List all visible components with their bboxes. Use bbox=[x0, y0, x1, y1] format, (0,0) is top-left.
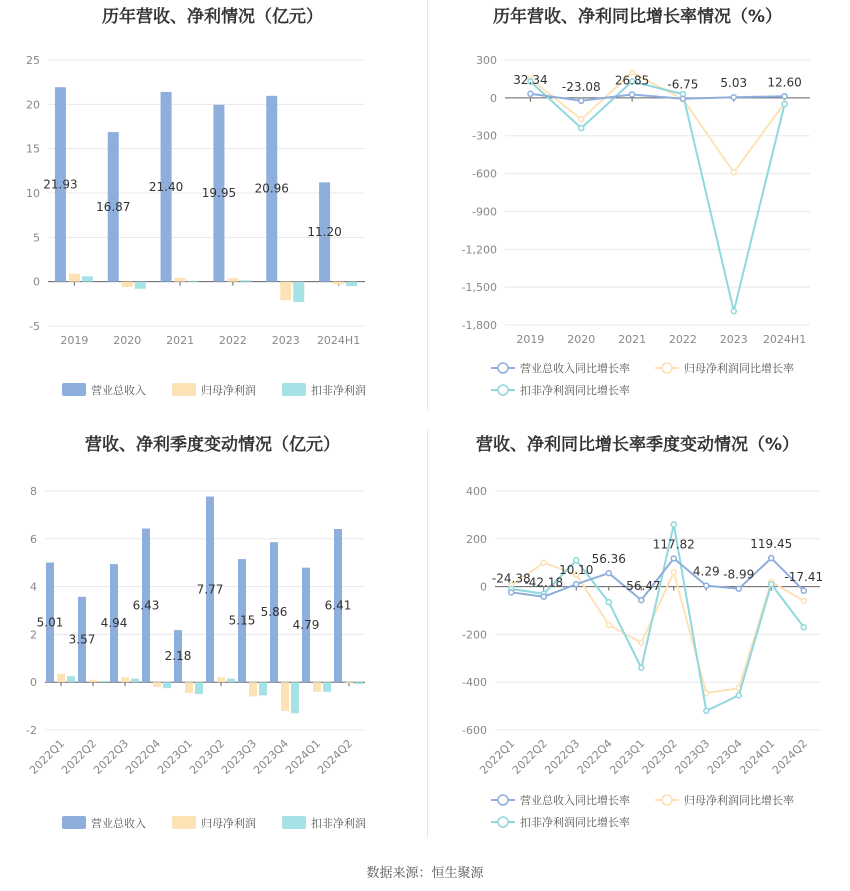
data-label: 5.01 bbox=[36, 615, 64, 630]
legend-marker bbox=[498, 795, 508, 805]
data-label: -24.38 bbox=[491, 571, 531, 586]
legend-label: 扣非净利润同比增长率 bbox=[520, 816, 630, 829]
data-label: -42.18 bbox=[524, 575, 564, 590]
y-tick-label: 0 bbox=[30, 676, 37, 690]
x-tick-label: 2024H1 bbox=[762, 333, 807, 346]
data-label: 6.41 bbox=[324, 598, 352, 613]
y-tick-label: 300 bbox=[476, 54, 497, 67]
x-tick-label: 2022Q1 bbox=[477, 736, 518, 777]
bar-归母净利润 bbox=[89, 680, 97, 682]
data-point bbox=[731, 309, 736, 314]
data-label: -6.75 bbox=[667, 77, 699, 92]
data-point bbox=[528, 91, 533, 96]
x-tick-label: 2022Q2 bbox=[59, 736, 100, 777]
x-tick-label: 2023Q4 bbox=[704, 736, 745, 777]
legend-swatch bbox=[282, 816, 306, 829]
bar-扣非净利润 bbox=[259, 682, 267, 695]
bar-归母净利润 bbox=[280, 282, 291, 301]
legend-label: 扣非净利润 bbox=[311, 817, 366, 830]
data-label: 4.94 bbox=[100, 616, 128, 631]
data-point bbox=[639, 598, 644, 603]
y-tick-label: -2 bbox=[26, 724, 37, 737]
data-label: 6.43 bbox=[132, 598, 160, 613]
y-tick-label: 0 bbox=[33, 275, 40, 289]
data-label: 32.34 bbox=[513, 72, 548, 87]
x-tick-label: 2022Q1 bbox=[27, 736, 68, 777]
y-tick-label: -1,500 bbox=[461, 281, 497, 295]
divider bbox=[427, 0, 428, 410]
series-line-营业总收入同比增长率 bbox=[530, 94, 784, 101]
legend-label: 营业总收入同比增长率 bbox=[520, 794, 630, 807]
data-point bbox=[680, 96, 685, 101]
legend-label: 营业总收入同比增长率 bbox=[520, 362, 630, 375]
y-tick-label: 20 bbox=[26, 98, 40, 112]
annual-bar-chart bbox=[0, 0, 425, 410]
x-tick-label: 2024Q1 bbox=[283, 736, 324, 777]
annual-line-chart bbox=[425, 0, 850, 410]
data-label: 12.60 bbox=[767, 75, 802, 90]
bar-归母净利润 bbox=[345, 682, 353, 683]
x-tick-label: 2023 bbox=[271, 334, 300, 347]
bar-归母净利润 bbox=[121, 677, 129, 682]
y-tick-label: 25 bbox=[26, 54, 40, 67]
data-point bbox=[606, 571, 611, 576]
data-point bbox=[639, 640, 644, 645]
y-tick-label: 6 bbox=[30, 532, 37, 546]
bar-扣非净利润 bbox=[346, 282, 357, 286]
legend-marker bbox=[662, 363, 672, 373]
data-label: -23.08 bbox=[561, 79, 601, 94]
data-label: 56.36 bbox=[591, 552, 626, 567]
x-tick-label: 2022Q4 bbox=[574, 736, 615, 777]
data-point bbox=[769, 582, 774, 587]
bar-扣非净利润 bbox=[240, 280, 251, 281]
data-label: 117.82 bbox=[652, 537, 695, 552]
x-tick-label: 2022Q3 bbox=[542, 736, 583, 777]
data-point bbox=[671, 556, 676, 561]
legend-label: 营业总收入 bbox=[91, 817, 146, 830]
bar-归母净利润 bbox=[57, 674, 65, 682]
data-point bbox=[704, 690, 709, 695]
y-tick-label: -1,200 bbox=[461, 243, 497, 257]
data-label: 19.95 bbox=[201, 186, 237, 201]
x-tick-label: 2021 bbox=[618, 333, 647, 346]
data-point bbox=[541, 560, 546, 565]
x-tick-label: 2022Q2 bbox=[509, 736, 550, 777]
x-tick-label: 2023 bbox=[719, 333, 748, 346]
data-label: 10.10 bbox=[559, 563, 594, 578]
y-tick-label: 400 bbox=[466, 485, 487, 498]
bar-扣非净利润 bbox=[67, 676, 75, 682]
bar-扣非净利润 bbox=[195, 682, 203, 694]
data-point bbox=[704, 583, 709, 588]
data-point bbox=[541, 594, 546, 599]
annual-growth-panel bbox=[425, 0, 850, 410]
chart-title: 历年营收、净利同比增长率情况（%） bbox=[492, 7, 783, 27]
x-tick-label: 2019 bbox=[516, 333, 545, 346]
data-point bbox=[579, 117, 584, 122]
x-tick-label: 2022Q3 bbox=[91, 736, 132, 777]
data-label: 5.03 bbox=[720, 76, 748, 91]
data-label: -17.41 bbox=[784, 569, 824, 584]
bar-扣非净利润 bbox=[293, 282, 304, 302]
bar-扣非净利润 bbox=[135, 282, 146, 289]
x-tick-label: 2020 bbox=[567, 333, 596, 346]
data-point bbox=[736, 693, 741, 698]
quarterly-bar-chart bbox=[0, 428, 425, 848]
data-label: 5.86 bbox=[260, 605, 288, 620]
chart-title: 营收、净利同比增长率季度变动情况（%） bbox=[475, 435, 800, 455]
data-label: 21.40 bbox=[148, 179, 184, 194]
data-label: 4.29 bbox=[692, 564, 720, 579]
legend-label: 扣非净利润同比增长率 bbox=[520, 384, 630, 397]
bar-扣非净利润 bbox=[131, 679, 139, 683]
bar-归母净利润 bbox=[333, 282, 344, 285]
x-tick-label: 2022 bbox=[668, 333, 697, 346]
y-tick-label: -1,800 bbox=[461, 319, 497, 332]
data-label: 3.57 bbox=[68, 632, 96, 647]
data-label: 2.18 bbox=[164, 649, 192, 664]
data-point bbox=[574, 558, 579, 563]
x-tick-label: 2023Q1 bbox=[607, 736, 648, 777]
y-tick-label: 200 bbox=[466, 532, 487, 546]
y-tick-label: 0 bbox=[480, 580, 487, 594]
legend-marker bbox=[498, 363, 508, 373]
data-label: 5.15 bbox=[228, 613, 256, 628]
quarterly-line-chart bbox=[425, 428, 850, 848]
data-point bbox=[736, 586, 741, 591]
bar-扣非净利润 bbox=[188, 281, 199, 282]
data-point bbox=[630, 92, 635, 97]
chart-title: 营收、净利季度变动情况（亿元） bbox=[85, 435, 340, 455]
data-label: 21.93 bbox=[43, 177, 78, 192]
data-point bbox=[704, 708, 709, 713]
quarterly-revenue-profit-panel bbox=[0, 428, 425, 848]
legend-label: 归母净利润同比增长率 bbox=[684, 794, 794, 807]
x-tick-label: 2022 bbox=[218, 334, 247, 347]
bar-归母净利润 bbox=[281, 682, 289, 711]
data-label: 4.79 bbox=[292, 617, 320, 632]
legend-label: 扣非净利润 bbox=[311, 384, 366, 397]
bar-归母净利润 bbox=[217, 677, 225, 682]
bar-扣非净利润 bbox=[227, 679, 235, 683]
divider bbox=[427, 430, 428, 838]
y-tick-label: -400 bbox=[462, 676, 487, 690]
data-point bbox=[769, 556, 774, 561]
chart-title: 历年营收、净利情况（亿元） bbox=[102, 7, 323, 27]
y-tick-label: 10 bbox=[26, 187, 40, 200]
bar-扣非净利润 bbox=[291, 682, 299, 713]
data-point bbox=[509, 590, 514, 595]
bar-归母净利润 bbox=[153, 682, 161, 687]
data-label: 7.77 bbox=[196, 582, 224, 597]
data-point bbox=[731, 95, 736, 100]
data-point bbox=[606, 600, 611, 605]
legend-swatch bbox=[172, 383, 196, 396]
y-tick-label: -900 bbox=[472, 205, 497, 219]
data-label: -56.47 bbox=[621, 579, 661, 594]
bar-扣非净利润 bbox=[323, 682, 331, 692]
x-tick-label: 2024H1 bbox=[316, 334, 361, 347]
data-source: 数据来源：恒生聚源 bbox=[366, 866, 484, 881]
bar-归母净利润 bbox=[175, 278, 186, 282]
data-point bbox=[801, 588, 806, 593]
y-tick-label: 5 bbox=[33, 231, 40, 245]
y-tick-label: 0 bbox=[490, 91, 497, 105]
bar-归母净利润 bbox=[249, 682, 257, 696]
x-tick-label: 2023Q4 bbox=[251, 736, 292, 777]
data-point bbox=[782, 94, 787, 99]
legend-label: 营业总收入 bbox=[91, 384, 146, 397]
data-label: 20.96 bbox=[254, 181, 289, 196]
bar-扣非净利润 bbox=[99, 681, 107, 682]
bar-扣非净利润 bbox=[82, 276, 93, 281]
bar-扣非净利润 bbox=[355, 682, 363, 684]
y-tick-label: 2 bbox=[30, 628, 37, 642]
bar-归母净利润 bbox=[227, 278, 238, 282]
y-tick-label: -200 bbox=[462, 628, 487, 642]
legend-label: 归母净利润 bbox=[201, 384, 256, 397]
legend-marker bbox=[498, 385, 508, 395]
data-label: 16.87 bbox=[96, 199, 131, 214]
legend-swatch bbox=[62, 816, 86, 829]
data-label: 26.85 bbox=[614, 73, 650, 88]
x-tick-label: 2023Q3 bbox=[219, 736, 260, 777]
x-tick-label: 2019 bbox=[60, 334, 89, 347]
legend-label: 归母净利润同比增长率 bbox=[684, 362, 794, 375]
data-label: -8.99 bbox=[723, 567, 755, 582]
legend-marker bbox=[498, 817, 508, 827]
data-point bbox=[671, 522, 676, 527]
x-tick-label: 2023Q3 bbox=[672, 736, 713, 777]
x-tick-label: 2021 bbox=[166, 334, 195, 347]
x-tick-label: 2023Q1 bbox=[155, 736, 196, 777]
data-point bbox=[671, 570, 676, 575]
x-tick-label: 2024Q1 bbox=[737, 736, 778, 777]
quarterly-growth-panel bbox=[425, 428, 850, 848]
y-tick-label: 15 bbox=[26, 142, 40, 156]
legend-swatch bbox=[62, 383, 86, 396]
y-tick-label: -600 bbox=[462, 724, 487, 737]
data-point bbox=[801, 598, 806, 603]
data-point bbox=[801, 625, 806, 630]
x-tick-label: 2023Q2 bbox=[187, 736, 228, 777]
data-point bbox=[579, 98, 584, 103]
bar-归母净利润 bbox=[122, 282, 133, 287]
data-point bbox=[639, 665, 644, 670]
data-point bbox=[782, 102, 787, 107]
data-label: 119.45 bbox=[750, 537, 793, 552]
y-tick-label: -600 bbox=[472, 167, 497, 181]
y-tick-label: 4 bbox=[30, 580, 37, 594]
data-label: 11.20 bbox=[307, 225, 342, 240]
x-tick-label: 2024Q2 bbox=[315, 736, 356, 777]
y-tick-label: -300 bbox=[472, 129, 497, 143]
data-point bbox=[606, 622, 611, 627]
data-point bbox=[731, 170, 736, 175]
data-point bbox=[574, 582, 579, 587]
legend-marker bbox=[662, 795, 672, 805]
x-tick-label: 2023Q2 bbox=[639, 736, 680, 777]
y-tick-label: 8 bbox=[30, 485, 37, 498]
bar-归母净利润 bbox=[313, 682, 321, 692]
x-tick-label: 2024Q2 bbox=[769, 736, 810, 777]
bar-扣非净利润 bbox=[163, 682, 171, 688]
legend-swatch bbox=[172, 816, 196, 829]
bar-归母净利润 bbox=[185, 682, 193, 693]
x-tick-label: 2020 bbox=[113, 334, 142, 347]
y-tick-label: -5 bbox=[29, 320, 40, 333]
annual-revenue-profit-panel bbox=[0, 0, 425, 410]
data-point bbox=[579, 126, 584, 131]
bar-归母净利润 bbox=[69, 274, 80, 282]
legend-label: 归母净利润 bbox=[201, 817, 256, 830]
x-tick-label: 2022Q4 bbox=[123, 736, 164, 777]
legend-swatch bbox=[282, 383, 306, 396]
